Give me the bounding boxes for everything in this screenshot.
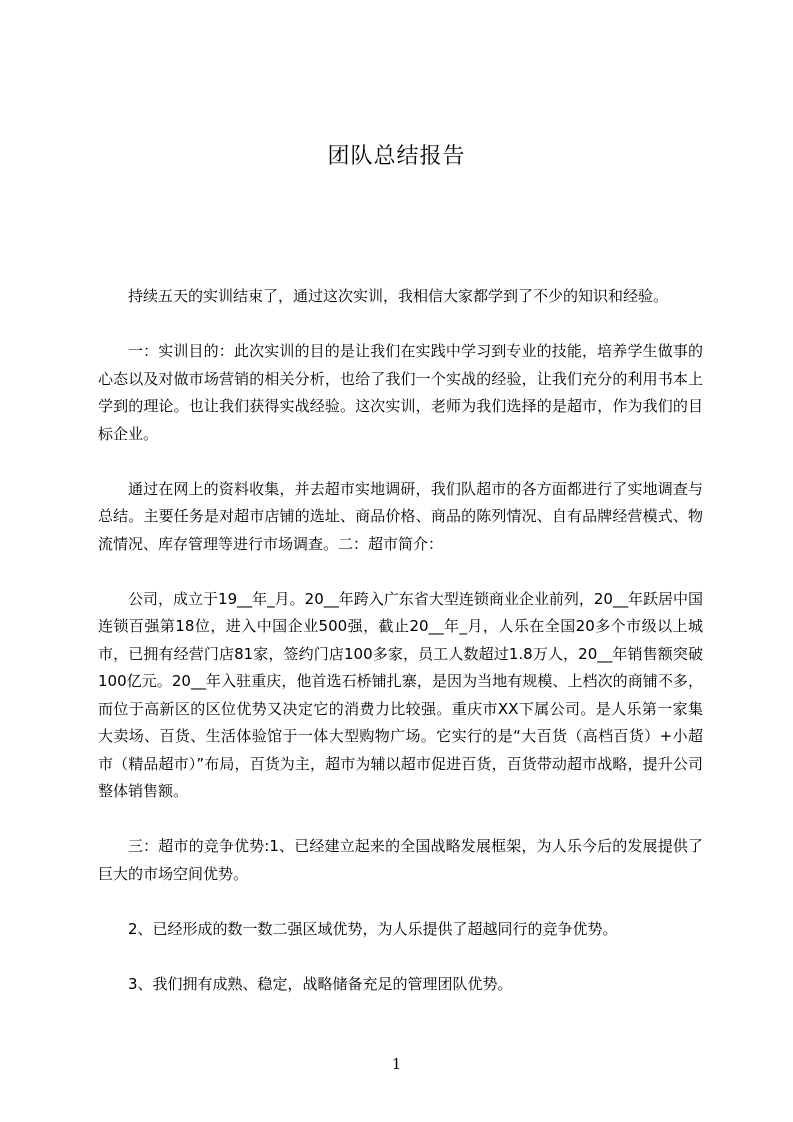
paragraph-intro: 持续五天的实训结束了，通过这次实训，我相信大家都学到了不少的知识和经验。 (128, 287, 669, 305)
paragraph-company-profile: 公司，成立于19__年_月。20__年跨入广东省大型连锁商业企业前列，20__年跃居中国连锁百强第18位，进入中国企业500强，截止20__年_月，人乐在全国20多个市级以上城市，已拥有经营门店81家，签约门店100多家，员工人数超过1.8万人，20__年销售额突破100亿元。20__年入驻重庆，他首选石桥铺扎寨，是因为当地有规模、上档次的商铺不多，而位于高新区的区位优势又决定它的消费力比较强。重庆市XX下属公司。是人乐第一家集大卖场、百货、生活体验馆于一体大型购物广场。它实行的是“大百货（高档百货）+小超市（精品超市）”布局，百货为主，超市为辅以超市促进百货，百货带动超市战略，提升公司整体销售额。 (98, 589, 703, 800)
paragraph-competitive-advantage-3: 3、我们拥有成熟、稳定，战略储备充足的管理团队优势。 (128, 974, 513, 993)
page-number: 1 (391, 1055, 402, 1073)
paragraph-research: 通过在网上的资料收集，并去超市实地调研，我们队超市的各方面都进行了实地调查与总结。主要任务是对超市店铺的选址、商品价格、商品的陈列情况、自有品牌经营模式、物流情况、库存管理等进行市场调查。二：超市简介： (98, 479, 703, 553)
document-title: 团队总结报告 (327, 144, 466, 169)
document-body (98, 283, 703, 998)
paragraph-competitive-advantage-1: 三：超市的竞争优势:1、已经建立起来的全国战略发展框架，为人乐今后的发展提供了巨大的市场空间优势。 (98, 837, 703, 883)
paragraph-training-purpose: 一：实训目的：此次实训的目的是让我们在实践中学习到专业的技能，培养学生做事的心态以及对做市场营销的相关分析，也给了我们一个实战的经验，让我们充分的利用书本上学到的理论。也让我们获得实战经验。这次实训，老师为我们选择的是超市，作为我们的目标企业。 (98, 342, 703, 443)
paragraph-competitive-advantage-2: 2、已经形成的数一数二强区域优势，为人乐提供了超越同行的竞争优势。 (128, 919, 618, 938)
